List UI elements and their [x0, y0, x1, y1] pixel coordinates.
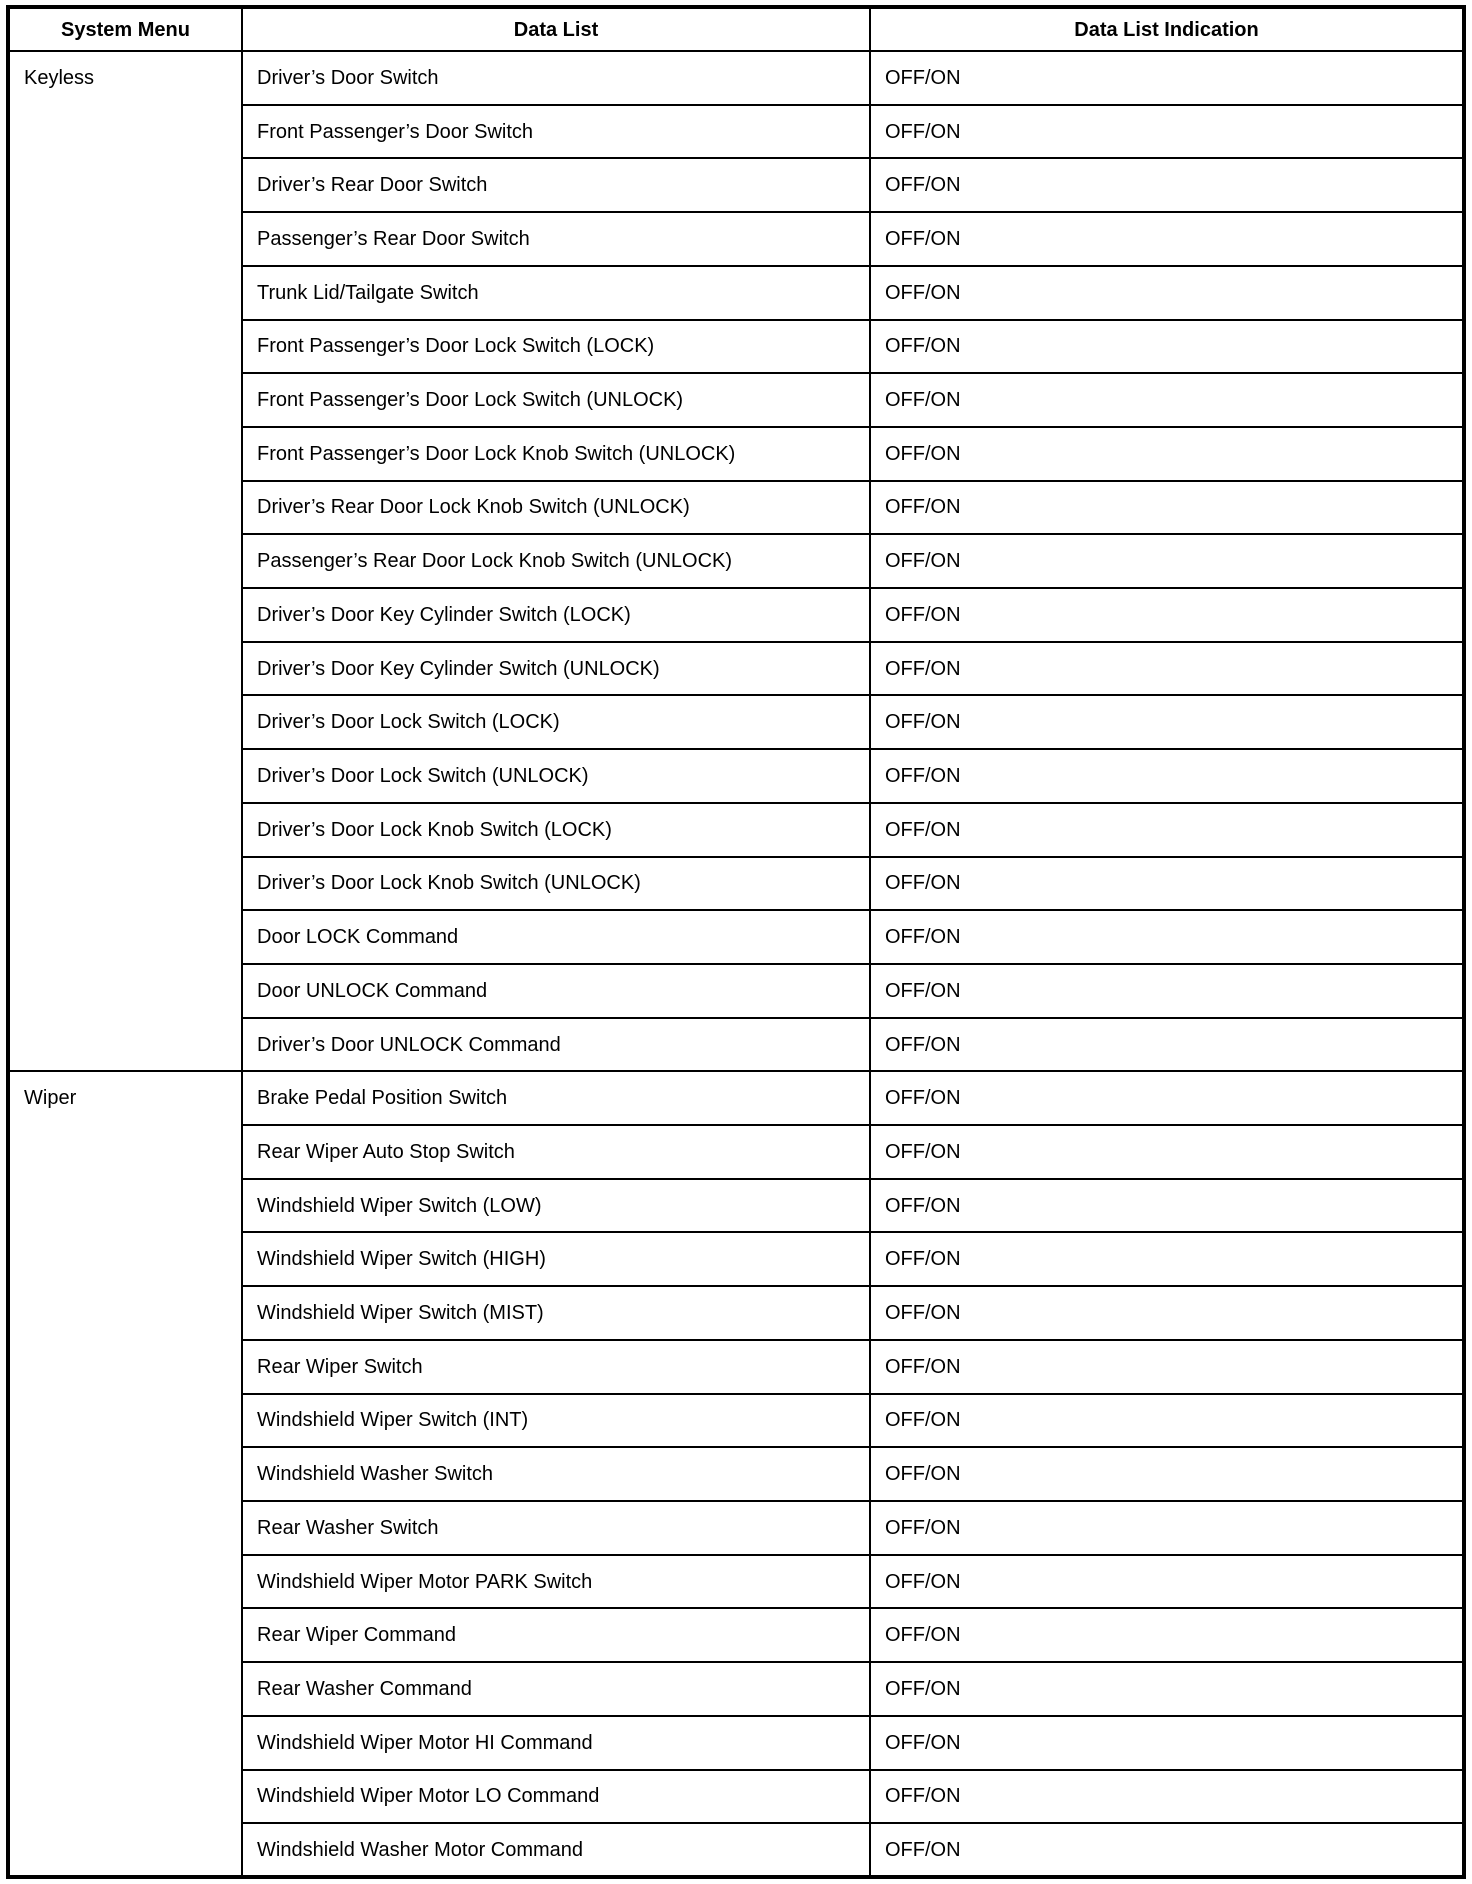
data-list-cell: Windshield Wiper Motor PARK Switch — [242, 1555, 870, 1609]
table-row — [8, 51, 1464, 105]
data-list-cell: Driver’s Rear Door Switch — [242, 158, 870, 212]
data-list-cell: Rear Wiper Auto Stop Switch — [242, 1125, 870, 1179]
column-header-data-list-indication: Data List Indication — [870, 7, 1464, 51]
indication-cell: OFF/ON — [870, 1286, 1464, 1340]
data-list-cell: Windshield Wiper Switch (LOW) — [242, 1179, 870, 1233]
indication-cell: OFF/ON — [870, 1716, 1464, 1770]
indication-cell: OFF/ON — [870, 427, 1464, 481]
indication-cell: OFF/ON — [870, 695, 1464, 749]
data-list-cell: Windshield Washer Switch — [242, 1447, 870, 1501]
data-list-cell: Front Passenger’s Door Lock Switch (UNLOCK) — [242, 373, 870, 427]
indication-cell: OFF/ON — [870, 910, 1464, 964]
data-list-cell: Windshield Wiper Switch (MIST) — [242, 1286, 870, 1340]
data-list-cell: Windshield Wiper Motor HI Command — [242, 1716, 870, 1770]
system-menu-cell: Wiper — [8, 1071, 242, 1877]
data-list-table — [6, 5, 1466, 1879]
data-list-cell: Passenger’s Rear Door Lock Knob Switch (UNLOCK) — [242, 534, 870, 588]
indication-cell: OFF/ON — [870, 1125, 1464, 1179]
data-list-cell: Windshield Wiper Motor LO Command — [242, 1770, 870, 1824]
indication-cell: OFF/ON — [870, 320, 1464, 374]
indication-cell: OFF/ON — [870, 1071, 1464, 1125]
table-header — [8, 7, 1464, 51]
indication-cell: OFF/ON — [870, 481, 1464, 535]
indication-cell: OFF/ON — [870, 266, 1464, 320]
data-list-cell: Driver’s Door Lock Knob Switch (UNLOCK) — [242, 857, 870, 911]
indication-cell: OFF/ON — [870, 51, 1464, 105]
indication-cell: OFF/ON — [870, 964, 1464, 1018]
indication-cell: OFF/ON — [870, 803, 1464, 857]
data-list-cell: Front Passenger’s Door Switch — [242, 105, 870, 159]
data-list-cell: Trunk Lid/Tailgate Switch — [242, 266, 870, 320]
data-list-cell: Front Passenger’s Door Lock Knob Switch (UNLOCK) — [242, 427, 870, 481]
data-list-cell: Door UNLOCK Command — [242, 964, 870, 1018]
indication-cell: OFF/ON — [870, 1662, 1464, 1716]
data-list-cell: Rear Wiper Command — [242, 1608, 870, 1662]
column-header-data-list: Data List — [242, 7, 870, 51]
header-row — [8, 7, 1464, 51]
data-list-cell: Rear Washer Command — [242, 1662, 870, 1716]
indication-cell: OFF/ON — [870, 534, 1464, 588]
indication-cell: OFF/ON — [870, 1608, 1464, 1662]
table-row — [8, 1071, 1464, 1125]
data-list-cell: Brake Pedal Position Switch — [242, 1071, 870, 1125]
data-list-cell: Windshield Washer Motor Command — [242, 1823, 870, 1877]
data-list-cell: Driver’s Door Lock Knob Switch (LOCK) — [242, 803, 870, 857]
data-list-cell: Passenger’s Rear Door Switch — [242, 212, 870, 266]
indication-cell: OFF/ON — [870, 588, 1464, 642]
indication-cell: OFF/ON — [870, 642, 1464, 696]
data-list-cell: Rear Washer Switch — [242, 1501, 870, 1555]
data-list-cell: Driver’s Door Key Cylinder Switch (UNLOCK) — [242, 642, 870, 696]
data-list-cell: Door LOCK Command — [242, 910, 870, 964]
indication-cell: OFF/ON — [870, 373, 1464, 427]
indication-cell: OFF/ON — [870, 1340, 1464, 1394]
indication-cell: OFF/ON — [870, 1823, 1464, 1877]
table-body — [8, 51, 1464, 1877]
column-header-system-menu: System Menu — [8, 7, 242, 51]
data-list-cell: Rear Wiper Switch — [242, 1340, 870, 1394]
data-list-cell: Driver’s Rear Door Lock Knob Switch (UNLOCK) — [242, 481, 870, 535]
data-list-cell: Driver’s Door Lock Switch (LOCK) — [242, 695, 870, 749]
system-menu-cell: Keyless — [8, 51, 242, 1071]
indication-cell: OFF/ON — [870, 212, 1464, 266]
data-list-cell: Windshield Wiper Switch (HIGH) — [242, 1232, 870, 1286]
indication-cell: OFF/ON — [870, 1501, 1464, 1555]
indication-cell: OFF/ON — [870, 1555, 1464, 1609]
indication-cell: OFF/ON — [870, 1018, 1464, 1072]
indication-cell: OFF/ON — [870, 749, 1464, 803]
indication-cell: OFF/ON — [870, 105, 1464, 159]
data-list-cell: Front Passenger’s Door Lock Switch (LOCK) — [242, 320, 870, 374]
data-list-cell: Driver’s Door Lock Switch (UNLOCK) — [242, 749, 870, 803]
indication-cell: OFF/ON — [870, 1179, 1464, 1233]
data-list-cell: Driver’s Door Switch — [242, 51, 870, 105]
data-list-cell: Driver’s Door Key Cylinder Switch (LOCK) — [242, 588, 870, 642]
data-list-cell: Driver’s Door UNLOCK Command — [242, 1018, 870, 1072]
data-list-cell: Windshield Wiper Switch (INT) — [242, 1394, 870, 1448]
indication-cell: OFF/ON — [870, 857, 1464, 911]
indication-cell: OFF/ON — [870, 1770, 1464, 1824]
indication-cell: OFF/ON — [870, 1394, 1464, 1448]
indication-cell: OFF/ON — [870, 158, 1464, 212]
indication-cell: OFF/ON — [870, 1447, 1464, 1501]
indication-cell: OFF/ON — [870, 1232, 1464, 1286]
